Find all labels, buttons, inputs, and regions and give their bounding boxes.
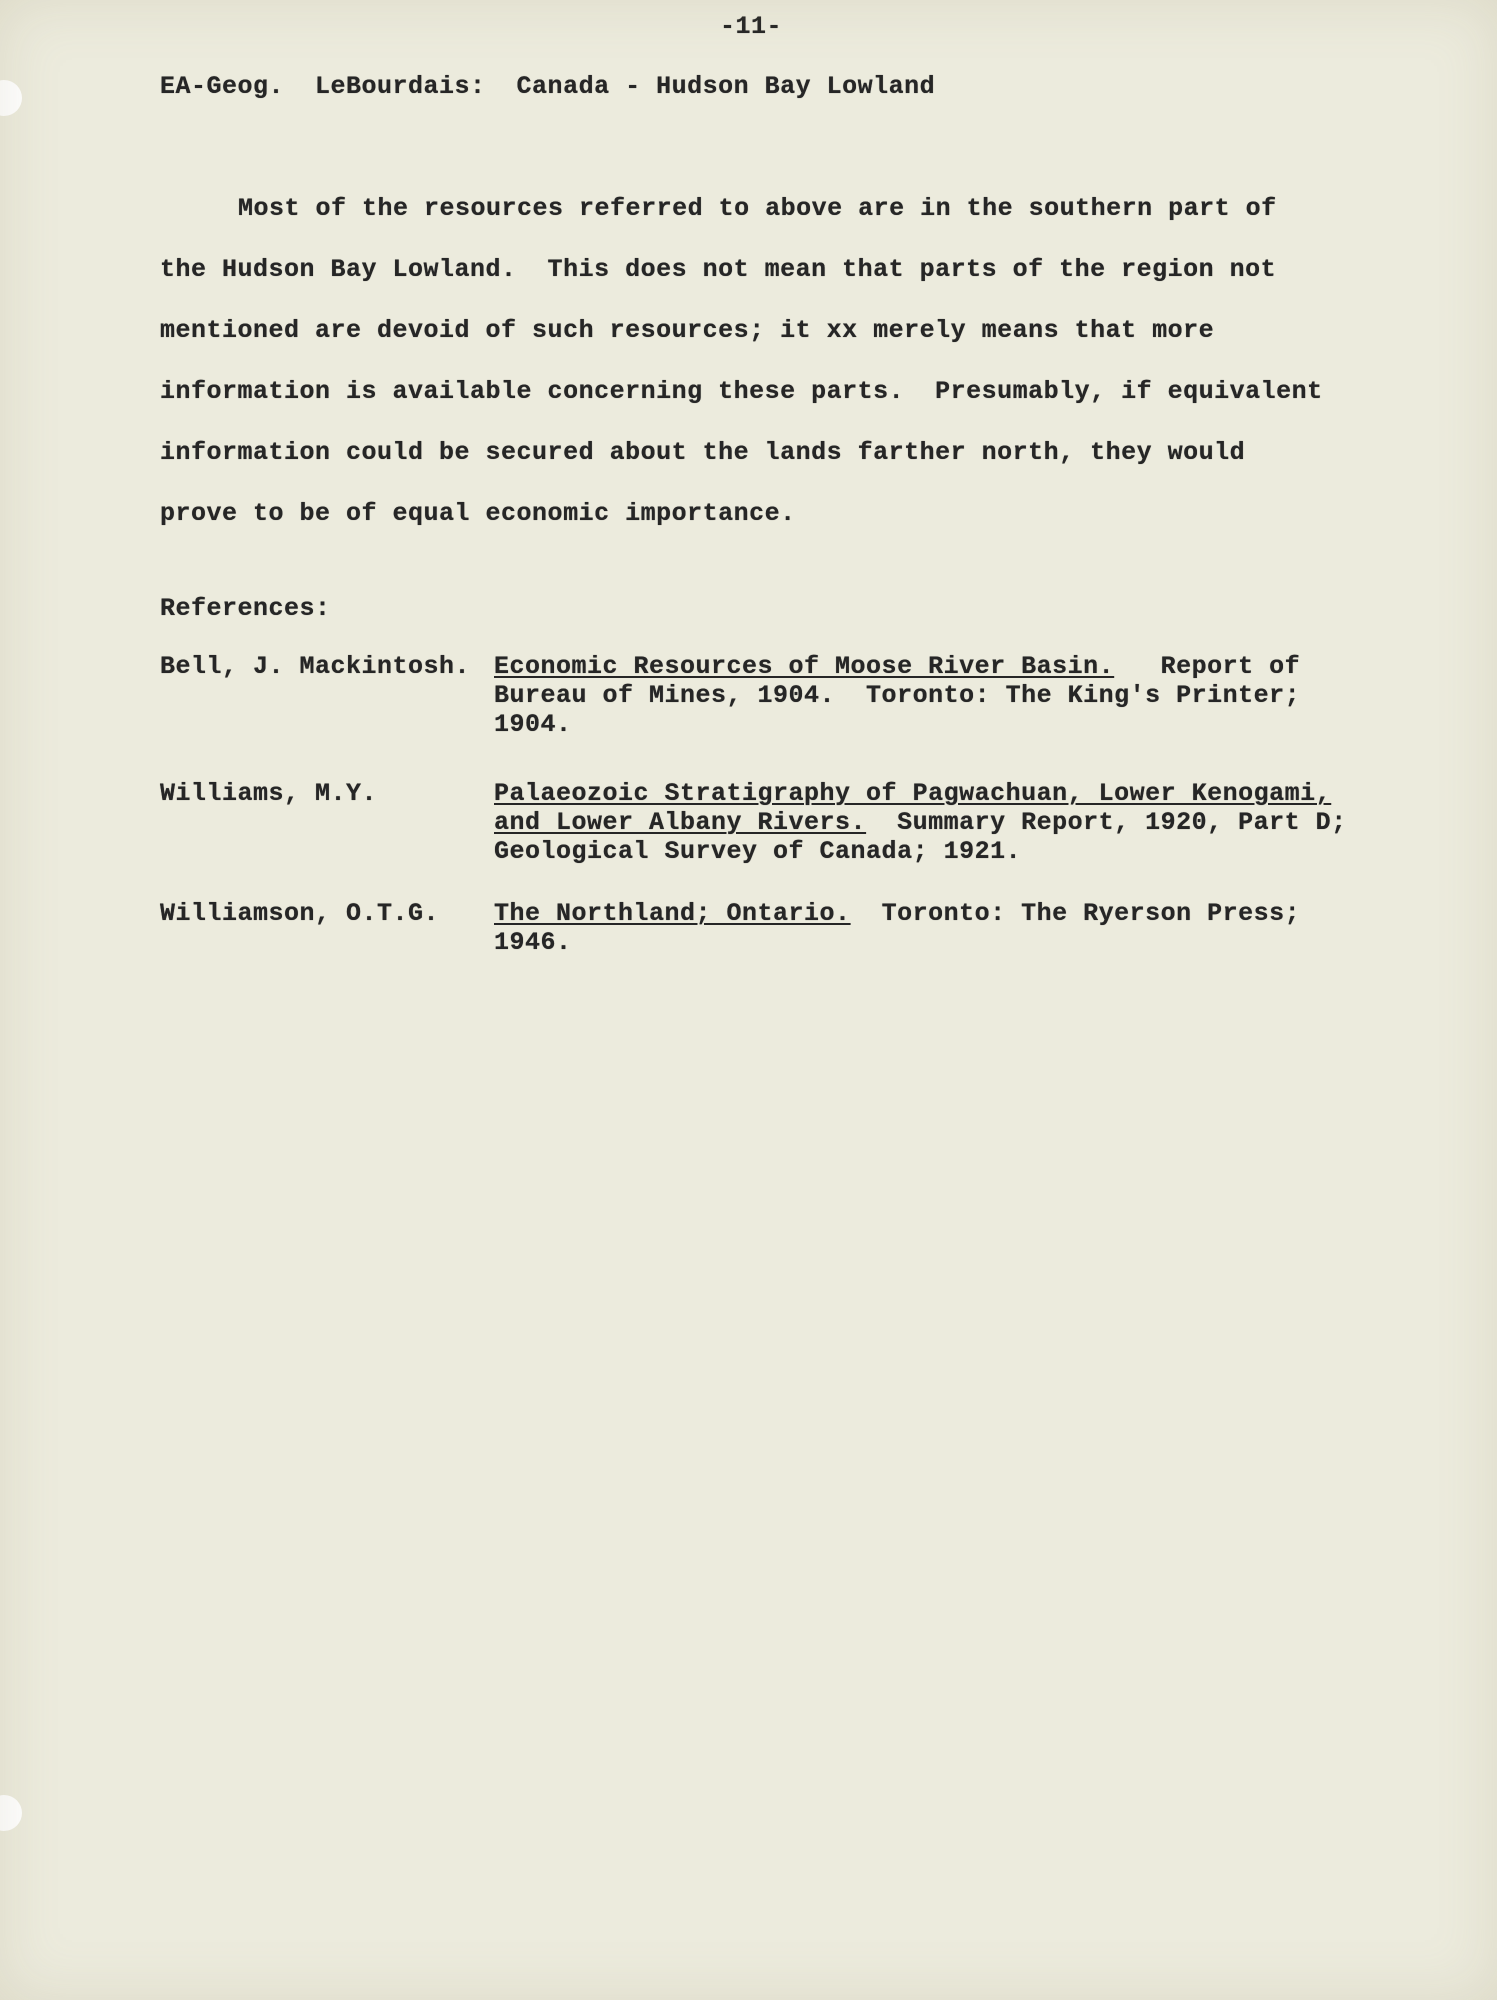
citation-line	[494, 899, 1300, 928]
reference-title: Palaeozoic Stratigraphy of Pagwachuan, Lower Kenogami,	[494, 779, 1332, 808]
paragraph-line: the Hudson Bay Lowland. This does not mean that parts of the region not	[160, 255, 1277, 284]
citation-line: Geological Survey of Canada; 1921.	[494, 837, 1022, 866]
citation-line	[494, 808, 1347, 837]
reference-title: Economic Resources of Moose River Basin.	[494, 652, 1115, 681]
reference-author: Williamson, O.T.G.	[160, 899, 440, 928]
punch-hole	[0, 1795, 22, 1831]
paragraph-line: prove to be of equal economic importance.	[160, 499, 796, 528]
reference-author: Williams, M.Y.	[160, 779, 378, 808]
citation-line: 1904.	[494, 710, 572, 739]
citation-line	[494, 779, 1347, 808]
citation-line: 1946.	[494, 928, 572, 957]
page-number: -11-	[720, 12, 783, 41]
citation-text: Report of	[1114, 652, 1301, 681]
citation-line	[494, 652, 1300, 681]
paragraph-line: mentioned are devoid of such resources; it xx merely means that more	[160, 316, 1215, 345]
references-heading: References:	[160, 594, 331, 623]
reference-citation	[494, 899, 1300, 957]
reference-title: and Lower Albany Rivers.	[494, 808, 867, 837]
citation-text: Toronto: The Ryerson Press;	[850, 899, 1301, 928]
citation-line: Bureau of Mines, 1904. Toronto: The King's Printer;	[494, 681, 1301, 710]
reference-citation	[494, 652, 1300, 739]
page-header: EA-Geog. LeBourdais: Canada - Hudson Bay Lowland	[160, 72, 936, 101]
body-paragraph	[160, 190, 1323, 556]
punch-hole	[0, 80, 22, 116]
paragraph-line: Most of the resources referred to above are in the southern part of	[238, 194, 1277, 223]
paragraph-line: information could be secured about the lands farther north, they would	[160, 438, 1246, 467]
citation-text: Summary Report, 1920, Part D;	[866, 808, 1347, 837]
reference-title: The Northland; Ontario.	[494, 899, 851, 928]
reference-author: Bell, J. Mackintosh.	[160, 652, 471, 681]
paragraph-line: information is available concerning these parts. Presumably, if equivalent	[160, 377, 1323, 406]
reference-citation	[494, 779, 1347, 866]
